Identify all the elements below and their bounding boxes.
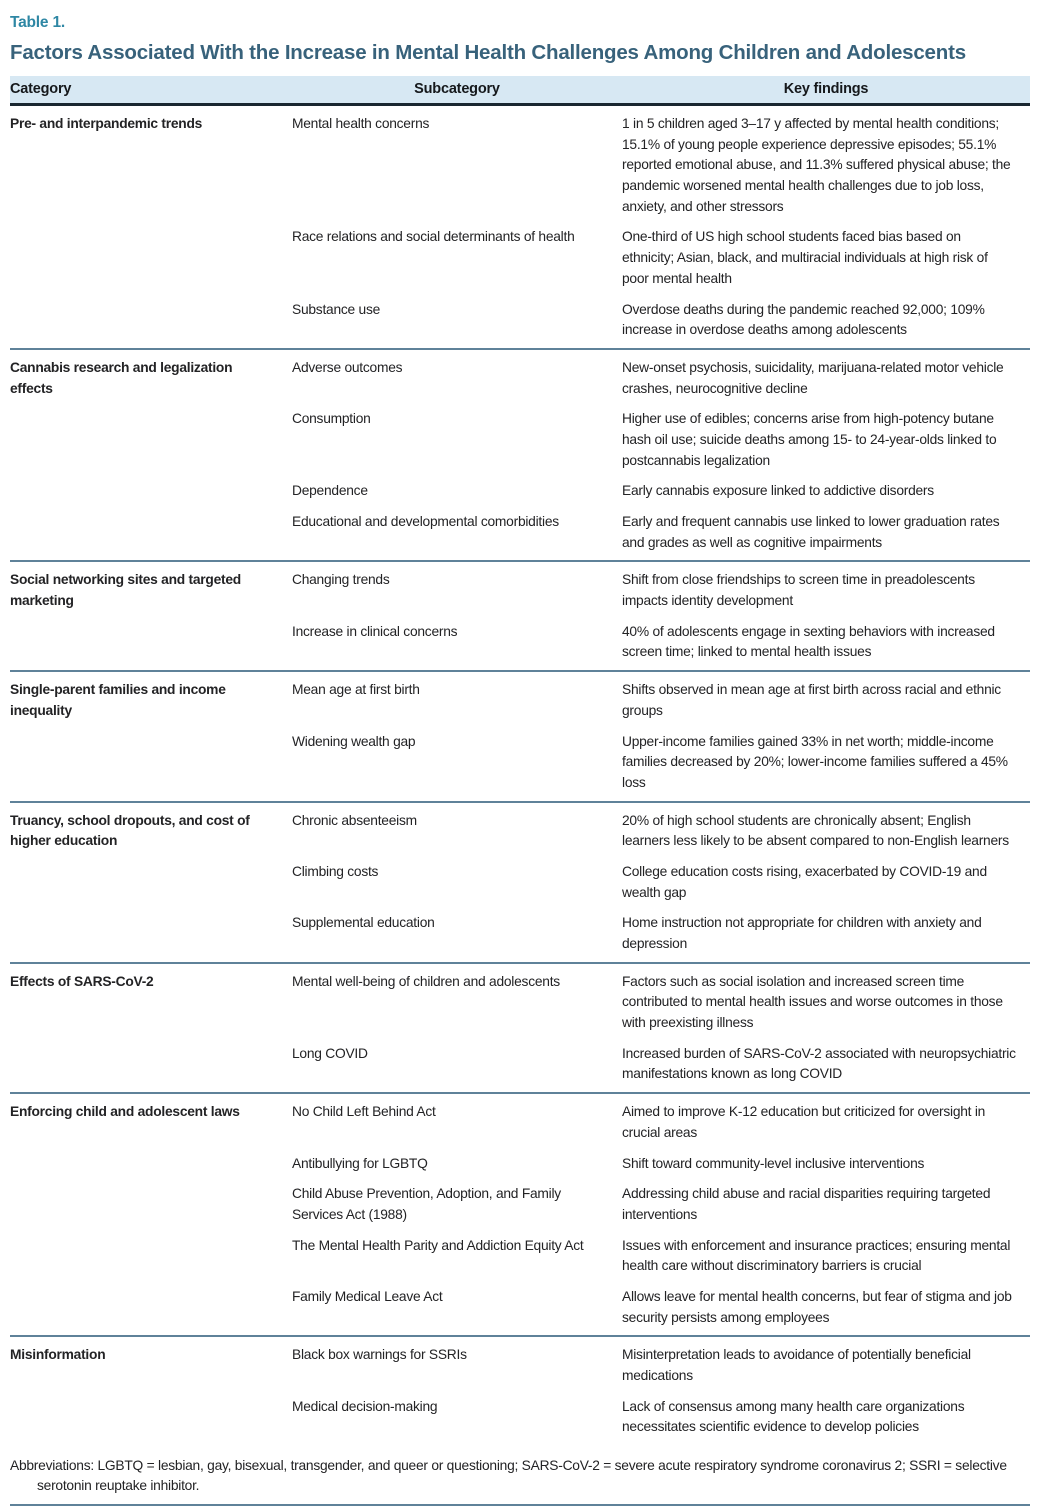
key-finding-cell: Lack of consensus among many health care organizations necessitates scientific evidence to develop policies (622, 1398, 965, 1435)
key-finding-cell: Factors such as social isolation and increased screen time contributed to mental health issues and worse outcomes in those with preexisting illness (622, 963, 1030, 1041)
key-finding-cell: Shift from close friendships to screen time in preadolescents impacts identity development (622, 561, 1030, 618)
subcategory-cell: Child Abuse Prevention, Adoption, and Family Services Act (1988) (292, 1186, 561, 1222)
key-finding-cell: Overdose deaths during the pandemic reached 92,000; 109% increase in overdose deaths among adolescents (622, 301, 985, 338)
key-finding-cell: One-third of US high school students faced bias based on ethnicity; Asian, black, and multiracial individuals at high risk of poor mental health (622, 229, 988, 286)
key-finding-cell: New-onset psychosis, suicidality, marijuana-related motor vehicle crashes, neurocognitive decline (622, 349, 1030, 406)
key-finding-cell: 20% of high school students are chronically absent; English learners less likely to be absent compared to non-English learners (622, 802, 1030, 859)
abbreviations-footnote: Abbreviations: LGBTQ = lesbian, gay, bisexual, transgender, and queer or questioning; SARS-CoV-2 = severe acute respiratory syndrome coronavirus 2; SSRI = selective serotonin reuptake inhibitor. (10, 1458, 1007, 1493)
subcategory-cell: Widening wealth gap (292, 733, 416, 749)
subcategory-cell: Antibullying for LGBTQ (292, 1155, 428, 1171)
subcategory-cell: Educational and developmental comorbidities (292, 514, 559, 529)
subcategory-cell: The Mental Health Parity and Addiction Equity Act (292, 1237, 584, 1253)
key-finding-cell: Shift toward community-level inclusive interventions (622, 1155, 925, 1171)
subcategory-cell: Increase in clinical concerns (292, 623, 458, 639)
subcategory-cell: Mean age at first birth (292, 671, 622, 728)
subcategory-cell: Substance use (292, 301, 381, 317)
subcategory-cell: Adverse outcomes (292, 349, 622, 406)
table-row (10, 349, 1030, 406)
table-row (10, 671, 1030, 728)
key-finding-cell: Aimed to improve K-12 education but criticized for oversight in crucial areas (622, 1093, 1030, 1150)
subcategory-cell: Medical decision-making (292, 1398, 438, 1414)
subcategory-cell: Mental health concerns (292, 105, 622, 225)
table-row (10, 1093, 1030, 1150)
subcategory-cell: Consumption (292, 411, 371, 427)
key-finding-cell: Higher use of edibles; concerns arise from high-potency butane hash oil use; suicide deaths among 15- to 24-year-olds linked to postcannabis legalization (622, 411, 997, 468)
subcategory-cell: Black box warnings for SSRIs (292, 1336, 622, 1393)
category-cell: Social networking sites and targeted marketing (10, 561, 292, 671)
key-finding-cell: 1 in 5 children aged 3–17 y affected by mental health conditions; 15.1% of young people experience depressive episodes; 55.1% reported emotional abuse, and 11.3% suffered physical abuse; the pandemic worsened mental health challenges due to job loss, anxiety, and other stressors (622, 105, 1030, 225)
factors-table (10, 76, 1030, 1445)
key-finding-cell: College education costs rising, exacerbated by COVID-19 and wealth gap (622, 863, 987, 900)
key-finding-cell: Issues with enforcement and insurance practices; ensuring mental health care without discriminatory barriers is crucial (622, 1237, 1011, 1274)
category-cell: Misinformation (10, 1336, 292, 1445)
key-finding-cell: Upper-income families gained 33% in net worth; middle-income families decreased by 20%; lower-income families suffered a 45% loss (622, 733, 1008, 790)
subcategory-cell: Supplemental education (292, 915, 435, 931)
key-finding-cell: Increased burden of SARS-CoV-2 associated with neuropsychiatric manifestations known as long COVID (622, 1045, 1016, 1082)
table-section (10, 1093, 1030, 1336)
category-cell: Pre- and interpandemic trends (10, 105, 292, 349)
key-finding-cell: Early cannabis exposure linked to addictive disorders (622, 483, 934, 499)
key-finding-cell: Shifts observed in mean age at first birth across racial and ethnic groups (622, 671, 1030, 728)
table-row (10, 802, 1030, 859)
category-cell: Single-parent families and income inequality (10, 671, 292, 801)
category-cell: Enforcing child and adolescent laws (10, 1093, 292, 1336)
table-row (10, 963, 1030, 1041)
key-finding-cell: 40% of adolescents engage in sexting behaviors with increased screen time; linked to mental health issues (622, 623, 995, 660)
category-cell: Truancy, school dropouts, and cost of higher education (10, 802, 292, 963)
subcategory-cell: Mental well-being of children and adolescents (292, 963, 622, 1041)
key-finding-cell: Home instruction not appropriate for children with anxiety and depression (622, 915, 982, 951)
table-label: Table 1. (10, 14, 65, 31)
subcategory-cell: Long COVID (292, 1045, 368, 1061)
table-section (10, 349, 1030, 562)
header-row (10, 76, 1030, 105)
table-section (10, 1336, 1030, 1445)
key-finding-cell: Early and frequent cannabis use linked to lower graduation rates and grades as well as cognitive impairments (622, 514, 1000, 550)
column-header-key-findings: Key findings (622, 76, 1030, 105)
subcategory-cell: Race relations and social determinants of health (292, 229, 575, 245)
category-cell: Cannabis research and legalization effects (10, 349, 292, 562)
column-header-category: Category (10, 76, 292, 105)
column-header-subcategory: Subcategory (292, 76, 622, 105)
table-row (10, 1336, 1030, 1393)
table-row (10, 105, 1030, 225)
key-finding-cell: Misinterpretation leads to avoidance of potentially beneficial medications (622, 1336, 1030, 1393)
table-header (10, 76, 1030, 105)
table-section (10, 802, 1030, 963)
category-cell: Effects of SARS-CoV-2 (10, 963, 292, 1093)
subcategory-cell: Climbing costs (292, 863, 379, 879)
page-title: Factors Associated With the Increase in Mental Health Challenges Among Children and Adolescents (10, 41, 966, 64)
table-section (10, 561, 1030, 671)
table-section (10, 963, 1030, 1093)
subcategory-cell: Family Medical Leave Act (292, 1288, 443, 1304)
table-row (10, 561, 1030, 618)
key-finding-cell: Addressing child abuse and racial disparities requiring targeted interventions (622, 1186, 991, 1222)
subcategory-cell: Dependence (292, 483, 368, 499)
table-section (10, 105, 1030, 349)
subcategory-cell: Chronic absenteeism (292, 802, 622, 859)
key-finding-cell: Allows leave for mental health concerns, but fear of stigma and job security persists among employees (622, 1288, 1012, 1325)
subcategory-cell: No Child Left Behind Act (292, 1093, 622, 1150)
subcategory-cell: Changing trends (292, 561, 622, 618)
table-section (10, 671, 1030, 801)
